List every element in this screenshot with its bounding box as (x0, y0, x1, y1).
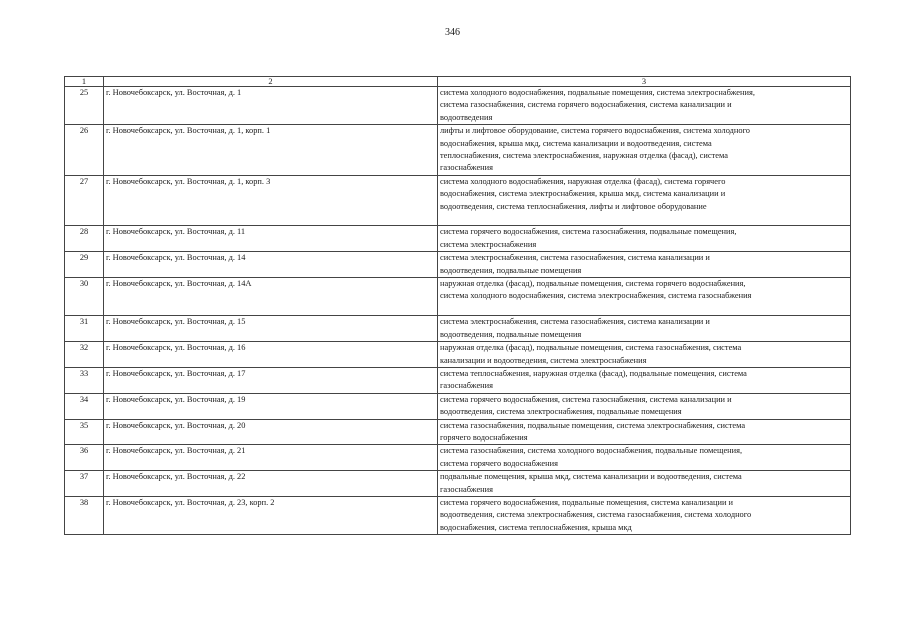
row-number: 29 (65, 252, 104, 278)
table-row (65, 419, 851, 445)
column-number-3: 3 (438, 77, 851, 87)
building-address: г. Новочебоксарск, ул. Восточная, д. 14А (104, 278, 438, 316)
table-row (65, 87, 851, 125)
systems-line: водоснабжения, крыша мкд, система канализации и водоотведения, система (440, 138, 712, 148)
building-systems (438, 496, 851, 534)
systems-line: система теплоснабжения, наружная отделка (фасад), подвальные помещения, система (440, 368, 747, 378)
systems-line: водоотведения, система теплоснабжения, лифты и лифтовое оборудование (440, 201, 707, 211)
systems-line: наружная отделка (фасад), подвальные помещения, система горячего водоснабжения, (440, 279, 746, 289)
table-row (65, 316, 851, 342)
systems-line: система газоснабжения, подвальные помещения, система электроснабжения, система (440, 420, 746, 430)
building-systems (438, 175, 851, 226)
table-row (65, 342, 851, 368)
systems-line: водоотведения, подвальные помещения (440, 329, 582, 339)
row-number: 37 (65, 471, 104, 497)
building-address: г. Новочебоксарск, ул. Восточная, д. 20 (104, 419, 438, 445)
page-number: 346 (445, 27, 460, 38)
systems-line: система горячего водоснабжения, система газоснабжения, подвальные помещения, (440, 227, 737, 237)
systems-line: наружная отделка (фасад), подвальные помещения, система газоснабжения, система (440, 343, 742, 353)
row-number: 36 (65, 445, 104, 471)
building-address: г. Новочебоксарск, ул. Восточная, д. 22 (104, 471, 438, 497)
row-number: 25 (65, 87, 104, 125)
column-number-1: 1 (65, 77, 104, 87)
building-systems (438, 252, 851, 278)
building-address: г. Новочебоксарск, ул. Восточная, д. 17 (104, 367, 438, 393)
systems-line: водоотведения, подвальные помещения (440, 265, 582, 275)
building-address: г. Новочебоксарск, ул. Восточная, д. 15 (104, 316, 438, 342)
row-number: 32 (65, 342, 104, 368)
building-address: г. Новочебоксарск, ул. Восточная, д. 21 (104, 445, 438, 471)
building-systems (438, 445, 851, 471)
table-row (65, 175, 851, 226)
systems-line: система электроснабжения, система газоснабжения, система канализации и (440, 253, 710, 263)
building-address: г. Новочебоксарск, ул. Восточная, д. 11 (104, 226, 438, 252)
systems-line: газоснабжения (440, 381, 493, 391)
table-row (65, 471, 851, 497)
systems-line: канализации и водоотведения, система электроснабжения (440, 355, 647, 365)
building-systems (438, 419, 851, 445)
systems-line: система холодного водоснабжения, система электроснабжения, система газоснабжения (440, 291, 752, 301)
building-systems (438, 316, 851, 342)
systems-line: система электроснабжения, система газоснабжения, система канализации и (440, 317, 710, 327)
systems-line: система газоснабжения, система горячего водоснабжения, система канализации и (440, 100, 732, 110)
systems-line: газоснабжения (440, 163, 493, 173)
building-systems (438, 278, 851, 316)
building-address: г. Новочебоксарск, ул. Восточная, д. 14 (104, 252, 438, 278)
building-address: г. Новочебоксарск, ул. Восточная, д. 1, корп. 1 (104, 125, 438, 176)
table-row (65, 445, 851, 471)
buildings-table (64, 76, 851, 535)
table-row (65, 226, 851, 252)
building-address: г. Новочебоксарск, ул. Восточная, д. 1 (104, 87, 438, 125)
systems-line: горячего водоснабжения (440, 432, 528, 442)
building-systems (438, 226, 851, 252)
building-systems (438, 342, 851, 368)
row-number: 31 (65, 316, 104, 342)
systems-line (440, 213, 848, 225)
table-row (65, 367, 851, 393)
building-systems (438, 367, 851, 393)
table-body (65, 87, 851, 535)
systems-line: теплоснабжения, система электроснабжения, наружная отделка (фасад), система (440, 151, 728, 161)
systems-line (440, 303, 848, 315)
systems-line: система газоснабжения, система холодного водоснабжения, подвальные помещения, (440, 446, 743, 456)
systems-line: водоснабжения, система электроснабжения, крыша мкд, система канализации и (440, 189, 726, 199)
row-number: 34 (65, 393, 104, 419)
table-row (65, 278, 851, 316)
row-number: 28 (65, 226, 104, 252)
systems-line: водоснабжения, система теплоснабжения, крыша мкд (440, 522, 632, 532)
building-address: г. Новочебоксарск, ул. Восточная, д. 16 (104, 342, 438, 368)
systems-line: водоотведения (440, 112, 493, 122)
systems-line: система холодного водоснабжения, подвальные помещения, система электроснабжения, (440, 88, 755, 97)
column-number-2: 2 (104, 77, 438, 87)
building-systems (438, 471, 851, 497)
building-address: г. Новочебоксарск, ул. Восточная, д. 23, корп. 2 (104, 496, 438, 534)
systems-line: система горячего водоснабжения (440, 458, 558, 468)
column-number-row (65, 77, 851, 87)
building-address: г. Новочебоксарск, ул. Восточная, д. 1, корп. 3 (104, 175, 438, 226)
systems-line: система холодного водоснабжения, наружная отделка (фасад), система горячего (440, 176, 726, 186)
systems-line: система горячего водоснабжения, подвальные помещения, система канализации и (440, 497, 734, 507)
systems-line: система горячего водоснабжения, система газоснабжения, система канализации и (440, 394, 732, 404)
systems-line: подвальные помещения, крыша мкд, система канализации и водоотведения, система (440, 472, 742, 482)
systems-line: водоотведения, система электроснабжения, система газоснабжения, система холодного (440, 510, 752, 520)
row-number: 27 (65, 175, 104, 226)
building-systems (438, 393, 851, 419)
systems-line: система электроснабжения (440, 239, 537, 249)
table-row (65, 496, 851, 534)
building-systems (438, 87, 851, 125)
table-row (65, 393, 851, 419)
systems-line: газоснабжения (440, 484, 493, 494)
systems-line: водоотведения, система электроснабжения, подвальные помещения (440, 407, 682, 417)
systems-line: лифты и лифтовое оборудование, система горячего водоснабжения, система холодного (440, 126, 750, 136)
building-address: г. Новочебоксарск, ул. Восточная, д. 19 (104, 393, 438, 419)
building-systems (438, 125, 851, 176)
row-number: 33 (65, 367, 104, 393)
table-row (65, 252, 851, 278)
table-row (65, 125, 851, 176)
row-number: 30 (65, 278, 104, 316)
row-number: 26 (65, 125, 104, 176)
row-number: 35 (65, 419, 104, 445)
row-number: 38 (65, 496, 104, 534)
